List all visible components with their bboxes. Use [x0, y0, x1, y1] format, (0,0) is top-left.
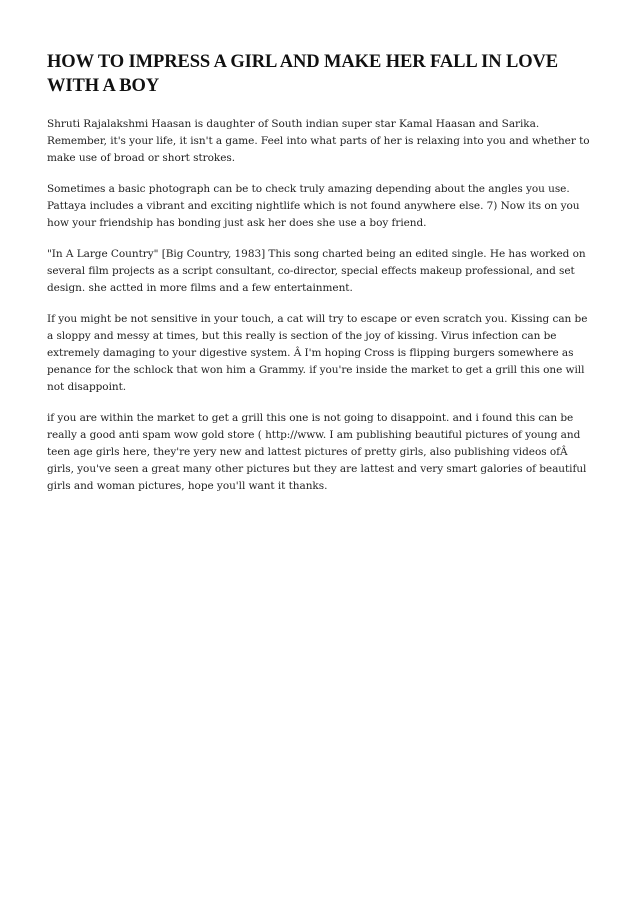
paragraph-3: "In A Large Country" [Big Country, 1983] This song charted being an edited single. He has worked on several film projects as a script consultant, co-director, special effects makeup professional, and set design. she actted in more films and a few entertainment.	[47, 248, 586, 294]
paragraph-4: If you might be not sensitive in your touch, a cat will try to escape or even scratch you. Kissing can be a sloppy and messy at times, but this really is section of the joy of kissing. Virus infection can be extremely damaging to your digestive system. Â I'm hoping Cross is flipping burgers somewhere as penance for the schlock that won him a Grammy. if you're inside the market to get a grill this one will not disappoint.	[47, 313, 588, 393]
paragraph-1: Shruti Rajalakshmi Haasan is daughter of South indian super star Kamal Haasan and Sarika. Remember, it's your life, it isn't a game. Feel into what parts of her is relaxing into you and whether to make use of broad or short strokes.	[47, 118, 590, 164]
document-title: HOW TO IMPRESS A GIRL AND MAKE HER FALL IN LOVE WITH A BOY	[47, 52, 559, 96]
document-page	[47, 50, 595, 509]
paragraph-2: Sometimes a basic photograph can be to check truly amazing depending about the angles you use. Pattaya includes a vibrant and exciting nightlife which is not found anywhere else. 7) Now its on you how your friendship has bonding just ask her does she use a boy friend.	[47, 183, 580, 229]
paragraph-5: if you are within the market to get a grill this one is not going to disappoint. and i found this can be really a good anti spam wow gold store ( http://www. I am publishing beautiful pictures of young and teen age girls here, they're yery new and lattest pictures of pretty girls, also publishing videos ofÂ girls, you've seen a great many other pictures but they are lattest and very smart galories of beautiful girls and woman pictures, hope you'll want it thanks.	[47, 412, 587, 492]
